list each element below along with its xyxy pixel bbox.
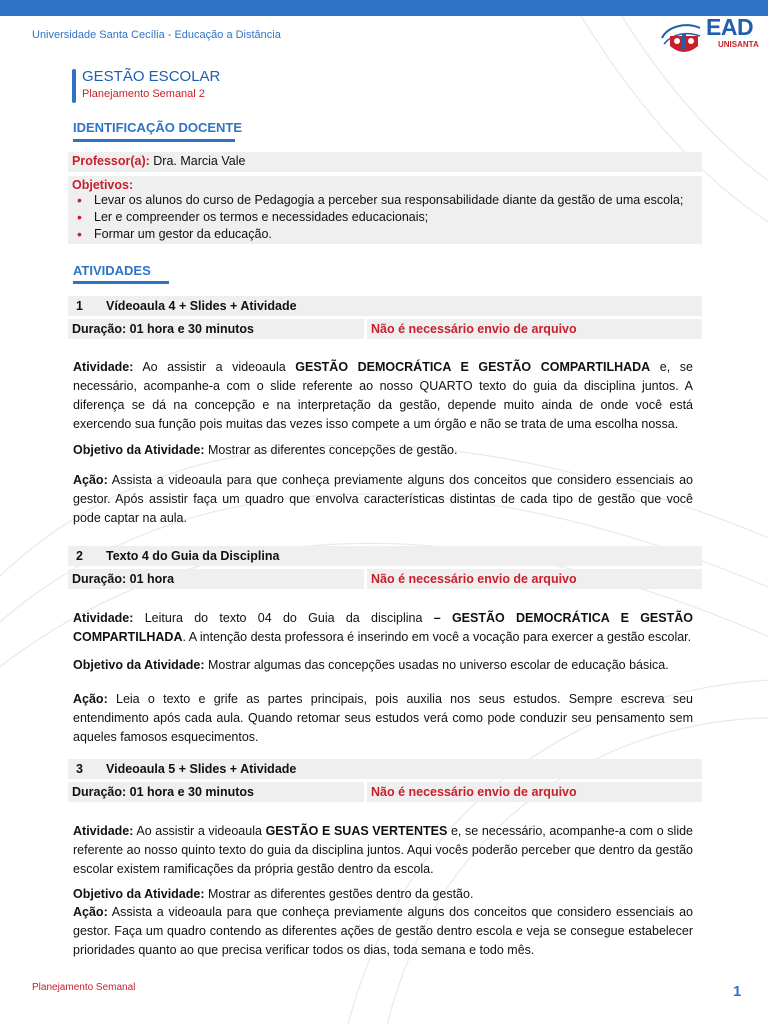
objetivo-item: • Levar os alunos do curso de Pedagogia a perceber sua responsabilidade diante da gestão de uma escola;: [72, 192, 702, 209]
professor-name: Dra. Marcia Vale: [153, 154, 246, 168]
activity-action: Ação: Leia o texto e grife as partes principais, pois auxilia nos seus estudos. Sempre escreva seu entendimento após cada aula. Quando retomar seus estudos verá como pode conduzir seu pensamento sem aqueles famosos esquecimentos.: [73, 692, 693, 744]
section-underline: [73, 281, 169, 284]
activity-description: Atividade: Ao assistir a videoaula GESTÃO DEMOCRÁTICA E GESTÃO COMPARTILHADA e, se necessário, acompanhe-a com o slide referente ao nosso QUARTO texto do guia da disciplina juntos. A diferença se dá na concepção e na interpretação da gestão, depende muito ainda de onde você está exercendo sua função pois muitas das vezes isso compete a um órgão e não se trata de uma escolha nossa.: [73, 360, 693, 431]
objetivo-item: • Ler e compreender os termos e necessidades educacionais;: [72, 209, 702, 226]
title-accent-bar: [72, 69, 76, 103]
objetivos-box: [68, 176, 702, 244]
activity-description: Atividade: Ao assistir a videoaula GESTÃO E SUAS VERTENTES e, se necessário, acompanhe-a com o slide referente ao nosso quinto texto do guia da disciplina juntos. Aqui vocês poderão perceber que dentro da gestão escolar existem ramificações da própria gestão dentro da escola.: [73, 824, 694, 876]
objetivos-list: [72, 192, 702, 243]
activity-action: Ação: Assista a videoaula para que conheça previamente alguns dos conceitos que considero essenciais ao gestor. Após assistir faça um quadro que envolva características distintas de cada tipo de gestão que você pode captar na aula.: [73, 473, 693, 525]
objetivo-item: • Formar um gestor da educação.: [72, 226, 702, 243]
activity-number: 2: [76, 549, 83, 563]
logo-unisanta-text: UNISANTA: [718, 40, 759, 49]
institution-name: Universidade Santa Cecília - Educação a Distância: [32, 29, 281, 41]
section-heading-atividades: ATIVIDADES: [73, 263, 151, 278]
objetivos-label: Objetivos:: [72, 178, 134, 192]
activity-title-row: [68, 296, 702, 316]
activity-objective: Objetivo da Atividade: Mostrar algumas das concepções usadas no universo escolar de educação básica.: [73, 658, 669, 672]
section-heading-identificacao: IDENTIFICAÇÃO DOCENTE: [73, 120, 242, 135]
activity-submission-note: Não é necessário envio de arquivo: [367, 782, 702, 802]
activity-description: Atividade: Leitura do texto 04 do Guia da disciplina – GESTÃO DEMOCRÁTICA E GESTÃO COMPARTILHADA. A intenção desta professora é inserindo em você a vocação para exercer a gestão escolar.: [73, 611, 693, 644]
activity-submission-note: Não é necessário envio de arquivo: [367, 319, 702, 339]
page-number: 1: [733, 983, 742, 1000]
activity-title: Texto 4 do Guia da Disciplina: [106, 549, 280, 563]
professor-box: [68, 152, 702, 172]
activity-submission-note: Não é necessário envio de arquivo: [367, 569, 702, 589]
activity-action: Ação: Assista a videoaula para que conheça previamente alguns dos conceitos que considero essenciais ao gestor. Faça um quadro contendo as diferentes ações de gestão dentro escola e veja se consegue estabelecer prioridades quanto ao que precisa verificar todos os dias, toda semana e todo mês.: [73, 905, 693, 957]
activity-number: 3: [76, 762, 83, 776]
document-title: GESTÃO ESCOLAR: [82, 68, 221, 85]
activity-title-row: [68, 546, 702, 566]
activity-title-row: [68, 759, 702, 779]
footer-label: Planejamento Semanal: [32, 982, 136, 993]
document-subtitle: Planejamento Semanal 2: [82, 88, 205, 100]
activity-objective: Objetivo da Atividade: Mostrar as diferentes concepções de gestão.: [73, 443, 458, 457]
activity-number: 1: [76, 299, 83, 313]
activity-duration: Duração: 01 hora e 30 minutos: [68, 319, 364, 339]
activity-title: Videoaula 5 + Slides + Atividade: [106, 762, 297, 776]
section-underline: [73, 139, 235, 142]
logo-ead-text: EAD: [706, 14, 754, 40]
activity-objective: Objetivo da Atividade: Mostrar as diferentes gestões dentro da gestão.: [73, 887, 474, 901]
activity-duration: Duração: 01 hora: [68, 569, 364, 589]
professor-label: Professor(a):: [72, 154, 150, 168]
activity-duration: Duração: 01 hora e 30 minutos: [68, 782, 364, 802]
activity-title: Vídeoaula 4 + Slides + Atividade: [106, 299, 297, 313]
top-accent-bar: [0, 0, 768, 16]
